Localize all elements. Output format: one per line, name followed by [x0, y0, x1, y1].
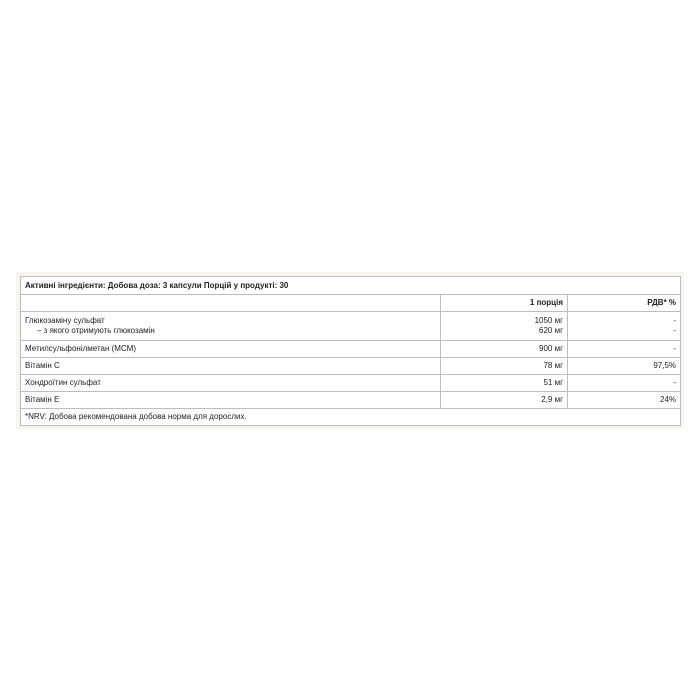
supplement-facts-panel	[16, 272, 684, 429]
ingredient-sub-rdv: -	[673, 326, 677, 335]
ingredient-portion: 1050 мг	[534, 316, 563, 325]
supplement-facts-table	[20, 276, 681, 426]
table-row	[21, 392, 681, 409]
ingredient-rdv: -	[673, 316, 677, 325]
ingredient-portion: 78 мг	[441, 358, 568, 375]
ingredient-portion-cell	[441, 312, 568, 341]
table-footnote-row	[21, 409, 681, 426]
ingredient-name: Вітамін Е	[21, 392, 441, 409]
ingredient-portion: 900 мг	[441, 341, 568, 358]
header-rdv: РДВ* %	[568, 295, 681, 312]
table-title-row	[21, 277, 681, 295]
ingredient-name: Глюкозаміну сульфат	[25, 316, 105, 325]
table-row	[21, 358, 681, 375]
ingredient-rdv: 24%	[568, 392, 681, 409]
ingredient-rdv: -	[568, 341, 681, 358]
ingredient-name-cell	[21, 312, 441, 341]
ingredient-name: Вітамін С	[21, 358, 441, 375]
table-row	[21, 375, 681, 392]
ingredient-rdv-cell	[568, 312, 681, 341]
ingredient-portion: 2,9 мг	[441, 392, 568, 409]
table-title: Активні інгредієнти: Добова доза: 3 капсули Порцій у продукті: 30	[21, 277, 681, 295]
ingredient-name: Метилсульфонілметан (МСМ)	[21, 341, 441, 358]
header-portion: 1 порція	[441, 295, 568, 312]
ingredient-sub-portion: 620 мг	[539, 326, 563, 335]
ingredient-name: Хондроїтин сульфат	[21, 375, 441, 392]
ingredient-rdv: 97,5%	[568, 358, 681, 375]
ingredient-sub-name: – з якого отримують глюкозамін	[37, 326, 155, 335]
table-header-row	[21, 295, 681, 312]
table-row	[21, 341, 681, 358]
table-row	[21, 312, 681, 341]
ingredient-portion: 51 мг	[441, 375, 568, 392]
ingredient-rdv: -	[568, 375, 681, 392]
header-name	[21, 295, 441, 312]
table-footnote: *NRV: Добова рекомендована добова норма для дорослих.	[21, 409, 681, 426]
